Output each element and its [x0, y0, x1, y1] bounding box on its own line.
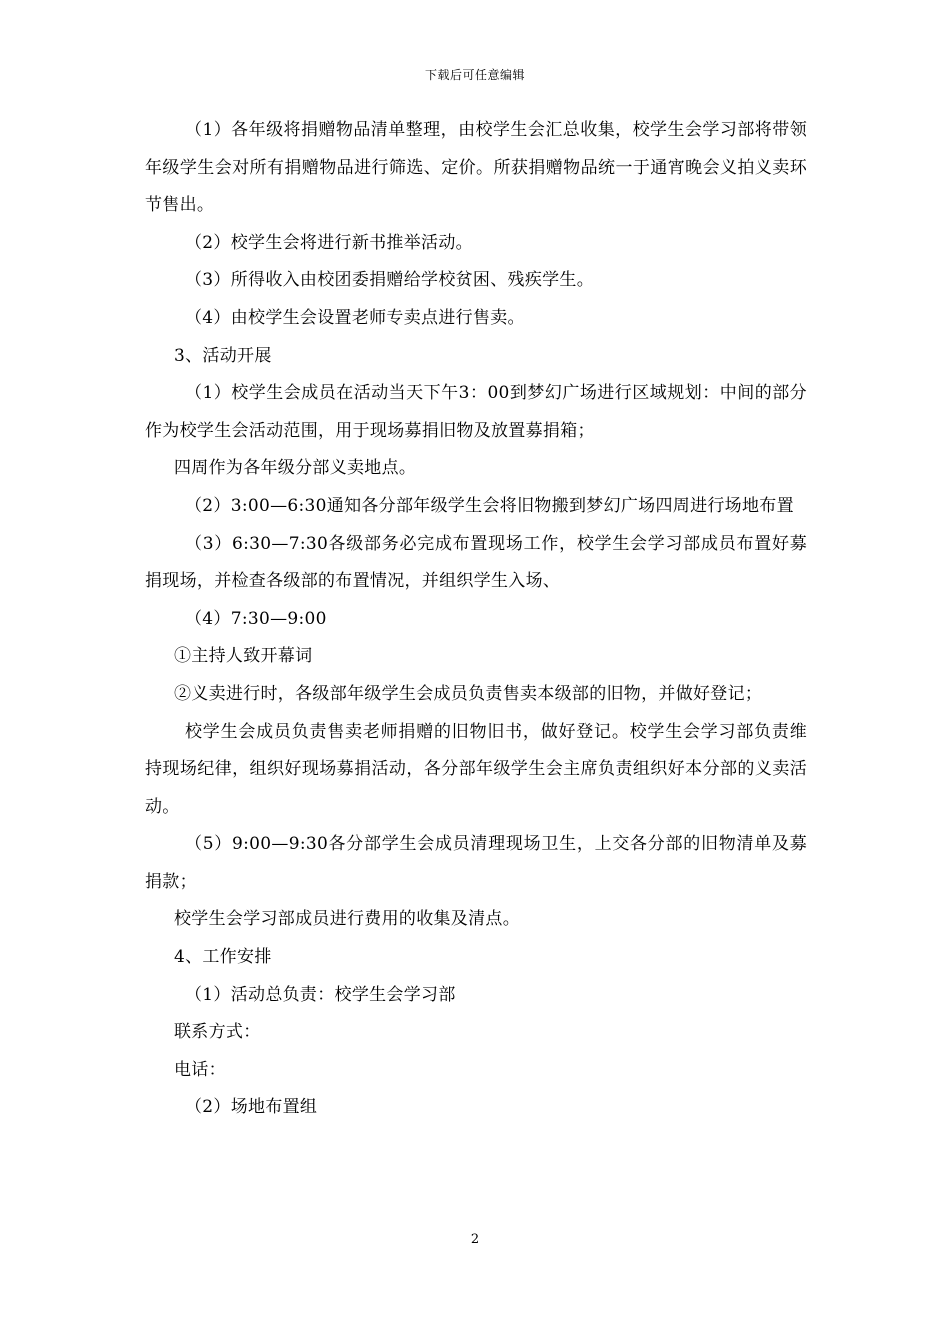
- section-heading: 3、活动开展: [174, 345, 272, 366]
- document-body: [145, 112, 807, 1127]
- paragraph: （1）校学生会成员在活动当天下午3：00到梦幻广场进行区域规划：中间的部分作为校学生会活动范围，用于现场募捐旧物及放置募捐箱；: [145, 383, 807, 441]
- paragraph: （1）活动总负责：校学生会学习部: [185, 984, 456, 1005]
- paragraph: （4）由校学生会设置老师专卖点进行售卖。: [185, 307, 525, 328]
- paragraph: （2）场地布置组: [185, 1097, 318, 1118]
- paragraph: ①主持人致开幕词: [174, 646, 313, 667]
- paragraph: （5）9:00—9:30各分部学生会成员清理现场卫生，上交各分部的旧物清单及募捐款；: [145, 834, 807, 892]
- paragraph: 电话：: [174, 1059, 226, 1080]
- paragraph: （1）各年级将捐赠物品清单整理，由校学生会汇总收集，校学生会学习部将带领年级学生会对所有捐赠物品进行筛选、定价。所获捐赠物品统一于通宵晚会义拍义卖环节售出。: [145, 120, 807, 216]
- paragraph: （3）6:30—7:30各级部务必完成布置现场工作，校学生会学习部成员布置好募捐现场，并检查各级部的布置情况，并组织学生入场、: [145, 533, 807, 592]
- paragraph: （2）3:00—6:30通知各分部年级学生会将旧物搬到梦幻广场四周进行场地布置: [185, 495, 794, 516]
- page-header: 下载后可任意编辑: [424, 68, 525, 82]
- paragraph: （3）所得收入由校团委捐赠给学校贫困、残疾学生。: [185, 270, 595, 291]
- paragraph: 校学生会学习部成员进行费用的收集及清点。: [174, 909, 520, 930]
- paragraph: 四周作为各年级分部义卖地点。: [174, 458, 417, 479]
- paragraph: （4）7:30—9:00: [185, 608, 327, 629]
- section-heading: 4、工作安排: [174, 947, 272, 968]
- paragraph: （2）校学生会将进行新书推举活动。: [185, 232, 473, 253]
- paragraph: 校学生会成员负责售卖老师捐赠的旧物旧书，做好登记。校学生会学习部负责维持现场纪律，组织好现场募捐活动，各分部年级学生会主席负责组织好本分部的义卖活动。: [145, 721, 807, 817]
- page-number: 2: [470, 1232, 480, 1247]
- paragraph: ②义卖进行时，各级部年级学生会成员负责售卖本级部的旧物，并做好登记；: [174, 683, 763, 704]
- paragraph: 联系方式：: [174, 1022, 261, 1043]
